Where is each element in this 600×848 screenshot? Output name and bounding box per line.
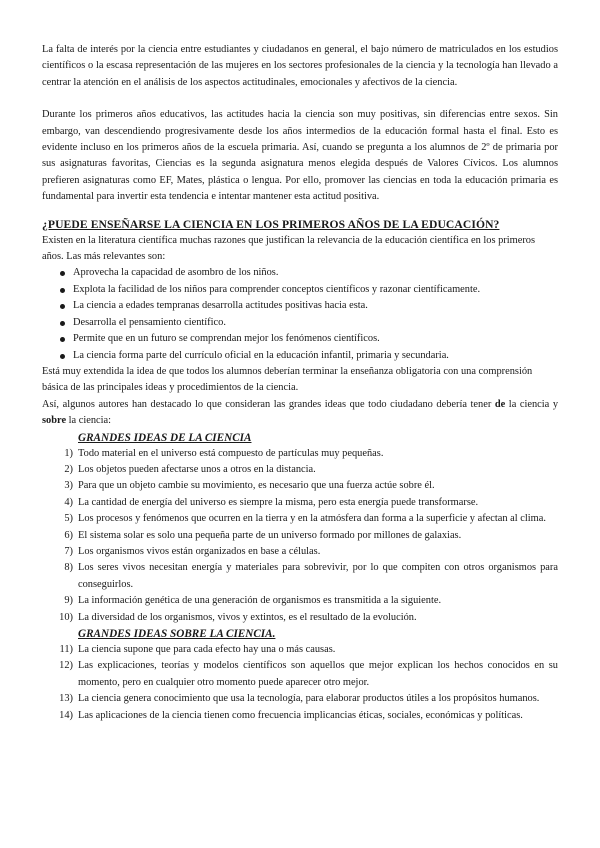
item-text: Los objetos pueden afectarse unos a otros en la distancia.: [78, 463, 316, 475]
list-item: [42, 658, 558, 691]
item-text: La cantidad de energía del universo es siempre la misma, pero esta energía puede transformarse.: [78, 496, 479, 508]
list-item: [42, 528, 558, 544]
section-lead: Existen en la literatura científica muchas razones que justifican la relevancia de la educación científica en los primeros años. Las más relevantes son:: [42, 234, 536, 263]
item-text: El sistema solar es solo una pequeña parte de un universo formado por millones de galaxias.: [78, 529, 462, 541]
item-number: 5): [64, 513, 73, 525]
intro-paragraph-1: La falta de interés por la ciencia entre estudiantes y ciudadanos en general, el bajo número de matriculados en los estudios científicos o la escasa representación de las mujeres en los sectores profesionales de la ciencia y la tecnología han llevado a centrar la atención en el análisis de los aspectos actitudinales, emocionales y afectivos de la ciencia.: [42, 44, 558, 88]
ideas-de-list: [42, 446, 558, 626]
item-text: Las aplicaciones de la ciencia tienen como frecuencia implicancias éticas, sociales, económicas y políticas.: [78, 709, 523, 721]
ideas-intro-paragraph: [42, 397, 558, 430]
ideas-de-heading: GRANDES IDEAS DE LA CIENCIA: [78, 431, 252, 444]
bullet-icon: [60, 271, 65, 276]
ideas-intro-sobre: sobre: [42, 415, 67, 427]
item-text: La información genética de una generación de organismos es transmitida a la siguiente.: [78, 595, 442, 607]
list-item: [42, 348, 558, 364]
intro-paragraph-2: Durante los primeros años educativos, las actitudes hacia la ciencia son muy positivas, sin diferencias entre sexos. Sin embargo, van descendiendo progresivamente desde los años intermedios de la educación formal hasta el final. Esto es evidente incluso en los primeros años de la escuela primaria. Así, cuando se pregunta a los alumnos de 2º de primaria por sus asignaturas favoritas, Ciencias es la segunda asignatura menos elegida después de Valores Cívicos. Los alumnos prefieren asignaturas como EF, Mates, plástica o lengua. Por ello, promover las ciencias en toda la educación primaria es fundamental para invertir esta tendencia e intentar mantener esta actitud positiva.: [42, 109, 558, 203]
item-text: Los organismos vivos están organizados en base a células.: [78, 545, 321, 557]
item-number: 6): [64, 529, 73, 541]
list-item-text: Permite que en un futuro se comprendan mejor los fenómenos científicos.: [73, 333, 380, 345]
list-item: [42, 610, 558, 626]
list-item-text: Aprovecha la capacidad de asombro de los niños.: [73, 267, 279, 279]
bullet-icon: [60, 304, 65, 309]
ideas-intro-text-3: la ciencia:: [66, 415, 112, 427]
list-item: [42, 462, 558, 478]
list-item: [42, 446, 558, 462]
list-item: [42, 315, 558, 331]
list-item: [42, 298, 558, 314]
ideas-intro-text-1: Así, algunos autores han destacado lo que consideran las grandes ideas que todo ciudadano debería tener: [42, 398, 495, 410]
list-item: [42, 331, 558, 347]
item-text: Los procesos y fenómenos que ocurren en la tierra y en la atmósfera dan forma a la superficie y afectan al clima.: [78, 513, 546, 525]
ideas-intro-text-2: la ciencia y: [505, 398, 559, 410]
item-text: La ciencia supone que para cada efecto hay una o más causas.: [78, 644, 336, 655]
list-item: [42, 593, 558, 609]
item-number: 7): [64, 545, 73, 557]
item-text: Los seres vivos necesitan energía y materiales para sobrevivir, por lo que compiten con otros organismos para conseguirlos.: [78, 562, 558, 590]
item-number: 13): [59, 693, 73, 705]
item-number: 14): [59, 709, 73, 721]
list-item-text: Desarrolla el pensamiento científico.: [73, 316, 226, 328]
ideas-sobre-list: [42, 642, 558, 724]
list-item: [42, 495, 558, 511]
ideas-intro-de: de: [494, 398, 506, 410]
bullet-icon: [60, 288, 65, 293]
item-text: La diversidad de los organismos, vivos y extintos, es el resultado de la evolución.: [78, 611, 417, 623]
item-text: Todo material en el universo está compuesto de partículas muy pequeñas.: [78, 447, 384, 459]
bullet-icon: [60, 337, 65, 342]
list-item: [42, 478, 558, 494]
item-text: Las explicaciones, teorías y modelos científicos son aquellos que mejor explican los hechos conocidos en su momento, pero en cualquier otro momento puede aparecer otro mejor.: [78, 660, 558, 688]
after-bullets-paragraph: Está muy extendida la idea de que todos los alumnos deberían terminar la enseñanza obligatoria con una comprensión básica de las principales ideas y procedimientos de la ciencia.: [42, 365, 533, 394]
item-number: 10): [59, 611, 73, 623]
ideas-sobre-heading: GRANDES IDEAS SOBRE LA CIENCIA.: [78, 628, 276, 640]
item-number: 12): [59, 660, 73, 672]
item-number: 11): [59, 644, 73, 655]
reasons-list: [42, 265, 558, 363]
list-item-text: La ciencia a edades tempranas desarrolla actitudes positivas hacia esta.: [73, 300, 368, 312]
list-item: [42, 560, 558, 593]
list-item-text: Explota la facilidad de los niños para comprender conceptos científicos y razonar científicamente.: [73, 283, 481, 295]
document-page: [42, 42, 558, 724]
item-number: 4): [64, 496, 73, 508]
item-number: 3): [64, 480, 73, 492]
item-text: Para que un objeto cambie su movimiento, es necesario que una fuerza actúe sobre él.: [78, 480, 435, 492]
list-item: [42, 642, 558, 658]
list-item: [42, 691, 558, 707]
list-item: [42, 708, 558, 724]
item-number: 2): [64, 463, 73, 475]
item-number: 1): [64, 447, 73, 459]
list-item: [42, 511, 558, 527]
bullet-icon: [60, 321, 65, 326]
list-item: [42, 265, 558, 281]
section-heading: ¿PUEDE ENSEÑARSE LA CIENCIA EN LOS PRIMEROS AÑOS DE LA EDUCACIÓN?: [42, 217, 500, 231]
list-item-text: La ciencia forma parte del currículo oficial en la educación infantil, primaria y secundaria.: [73, 349, 449, 361]
item-text: La ciencia genera conocimiento que usa la tecnología, para elaborar productos útiles a los propósitos humanos.: [78, 693, 540, 705]
list-item: [42, 282, 558, 298]
item-number: 9): [64, 595, 73, 607]
bullet-icon: [60, 354, 65, 359]
list-item: [42, 544, 558, 560]
item-number: 8): [64, 562, 73, 574]
